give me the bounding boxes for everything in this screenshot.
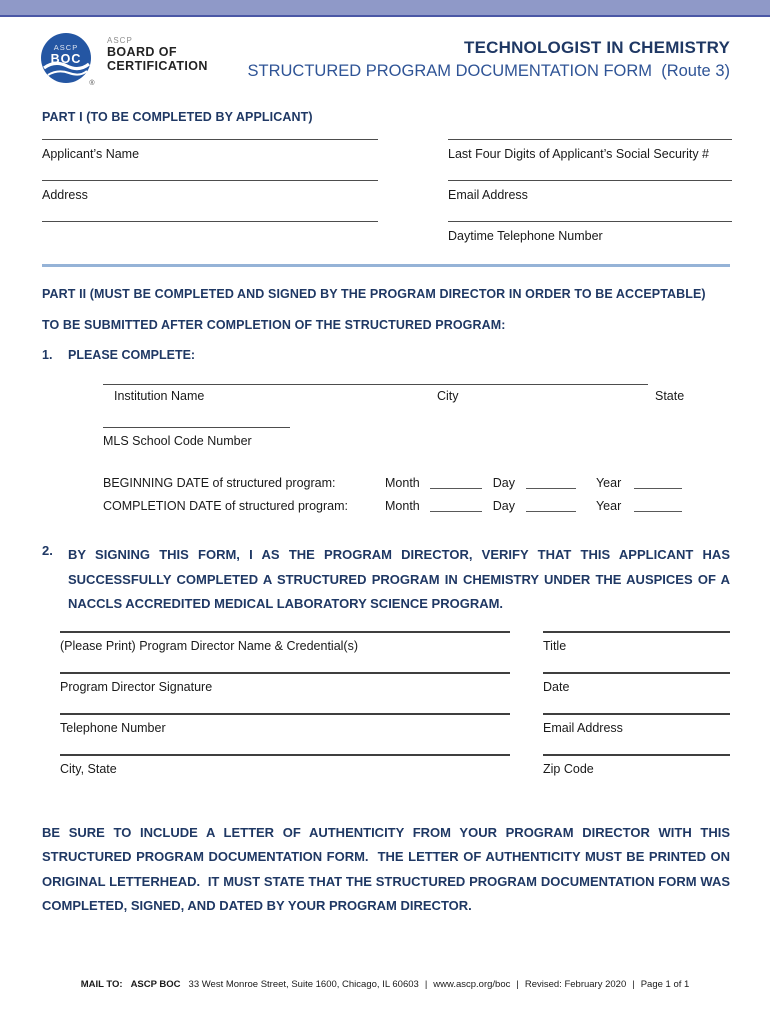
day-label: Day bbox=[492, 499, 515, 513]
daytime-phone-field[interactable] bbox=[448, 221, 732, 262]
section-divider bbox=[42, 264, 730, 267]
item-2-text: BY SIGNING THIS FORM, I AS THE PROGRAM DIRECTOR, VERIFY THAT THIS APPLICANT HAS SUCCESSFULLY COMPLETED A STRUCTURED PROGRAM IN CHEMISTRY UNDER THE AUSPICES OF A NACCLS ACCREDITED MEDICAL LABORATORY SCIENCE PROGRAM. bbox=[68, 547, 730, 611]
svg-text:®: ® bbox=[89, 80, 95, 87]
part2-heading: PART II (MUST BE COMPLETED AND SIGNED BY THE PROGRAM DIRECTOR IN ORDER TO BE ACCEPTABLE) bbox=[42, 287, 706, 301]
item-1 bbox=[42, 348, 730, 362]
footer-website: www.ascp.org/boc bbox=[433, 979, 511, 990]
footer-page-number: Page 1 of 1 bbox=[640, 979, 690, 990]
city-label: City bbox=[437, 389, 459, 403]
completion-date-row bbox=[103, 498, 730, 513]
date-field[interactable] bbox=[543, 672, 730, 713]
footer-separator: | bbox=[516, 979, 519, 990]
logo-wordmark bbox=[107, 36, 208, 73]
address-label: Address bbox=[42, 188, 88, 202]
ssn-last4-label: Last Four Digits of Applicant’s Social Security # bbox=[448, 147, 710, 161]
item-1-number: 1. bbox=[42, 348, 53, 362]
city-state-field[interactable] bbox=[60, 754, 510, 795]
title-field[interactable] bbox=[543, 631, 730, 672]
director-signature-field[interactable] bbox=[60, 672, 510, 713]
footer-separator: | bbox=[424, 979, 428, 990]
top-photo-banner bbox=[0, 0, 770, 17]
ssn-last4-field[interactable] bbox=[448, 139, 732, 180]
part1-fields bbox=[42, 139, 730, 262]
city-state-label: City, State bbox=[60, 761, 117, 776]
director-signature-label: Program Director Signature bbox=[60, 679, 213, 694]
footer-separator: | bbox=[632, 979, 635, 990]
daytime-phone-label: Daytime Telephone Number bbox=[448, 229, 603, 243]
state-label: State bbox=[655, 389, 685, 403]
telephone-field[interactable] bbox=[60, 713, 510, 754]
footer bbox=[0, 979, 770, 990]
address-field[interactable] bbox=[42, 180, 378, 221]
beginning-date-row bbox=[103, 475, 730, 490]
zip-code-field[interactable] bbox=[543, 754, 730, 795]
month-label: Month bbox=[385, 499, 420, 513]
part2-subheading: TO BE SUBMITTED AFTER COMPLETION OF THE STRUCTURED PROGRAM: bbox=[42, 318, 506, 332]
title-label: Title bbox=[543, 638, 567, 653]
address2-field[interactable] bbox=[42, 221, 378, 262]
footer-revised: Revised: February 2020 bbox=[524, 979, 627, 990]
footer-org: ASCP BOC bbox=[130, 979, 181, 990]
completion-month-blank[interactable] bbox=[430, 498, 482, 512]
ascp-boc-logo bbox=[40, 30, 208, 90]
beginning-date-label: BEGINNING DATE of structured program: bbox=[103, 476, 336, 490]
logo-board-of-text: BOARD OF bbox=[107, 45, 177, 59]
ascp-boc-logo-icon bbox=[40, 30, 98, 90]
institution-block bbox=[103, 384, 685, 403]
mail-to-label: MAIL TO: bbox=[80, 979, 123, 990]
telephone-label: Telephone Number bbox=[60, 720, 166, 735]
institution-labels bbox=[103, 385, 685, 403]
year-label: Year bbox=[595, 499, 622, 513]
beginning-day-blank[interactable] bbox=[526, 475, 576, 489]
completion-date-label: COMPLETION DATE of structured program: bbox=[103, 499, 348, 513]
completion-day-blank[interactable] bbox=[526, 498, 576, 512]
svg-text:ASCP: ASCP bbox=[53, 43, 79, 52]
completion-year-blank[interactable] bbox=[634, 498, 682, 512]
director-name-label: (Please Print) Program Director Name & Credential(s) bbox=[60, 638, 359, 653]
applicant-name-label: Applicant’s Name bbox=[42, 147, 140, 161]
date-label: Date bbox=[543, 679, 570, 694]
email-label: Email Address bbox=[448, 188, 528, 202]
header bbox=[0, 17, 770, 90]
authenticity-notice: BE SURE TO INCLUDE A LETTER OF AUTHENTICITY FROM YOUR PROGRAM DIRECTOR WITH THIS STRUCTURED PROGRAM DOCUMENTATION FORM. THE LETTER OF AUTHENTICITY MUST BE PRINTED ON ORIGINAL LETTERHEAD. IT MUST STATE THAT THE STRUCTURED PROGRAM DOCUMENTATION FORM WAS COMPLETED, SIGNED, AND DATED BY YOUR PROGRAM DIRECTOR. bbox=[42, 824, 730, 913]
month-label: Month bbox=[385, 476, 420, 490]
item-1-label: PLEASE COMPLETE: bbox=[68, 348, 196, 362]
part1-heading: PART I (TO BE COMPLETED BY APPLICANT) bbox=[42, 110, 313, 124]
applicant-name-field[interactable] bbox=[42, 139, 378, 180]
director-email-field[interactable] bbox=[543, 713, 730, 754]
footer-address: 33 West Monroe Street, Suite 1600, Chicago, IL 60603 bbox=[188, 979, 419, 990]
item-2-number: 2. bbox=[42, 543, 53, 558]
mls-school-code-field[interactable] bbox=[103, 427, 290, 448]
institution-name-label: Institution Name bbox=[114, 389, 205, 403]
form-subtitle: STRUCTURED PROGRAM DOCUMENTATION FORM (Route 3) bbox=[247, 62, 730, 80]
beginning-year-blank[interactable] bbox=[634, 475, 682, 489]
form-title: TECHNOLOGIST IN CHEMISTRY bbox=[464, 38, 730, 57]
day-label: Day bbox=[492, 476, 515, 490]
logo-ascp-text: ASCP bbox=[107, 36, 133, 45]
item-2 bbox=[42, 543, 730, 617]
director-fields bbox=[60, 631, 730, 795]
year-label: Year bbox=[595, 476, 622, 490]
director-name-field[interactable] bbox=[60, 631, 510, 672]
svg-text:BOC: BOC bbox=[50, 52, 82, 66]
director-email-label: Email Address bbox=[543, 720, 623, 735]
beginning-month-blank[interactable] bbox=[430, 475, 482, 489]
zip-code-label: Zip Code bbox=[543, 761, 594, 776]
form-titles bbox=[248, 37, 731, 83]
mls-school-code-label: MLS School Code Number bbox=[103, 434, 252, 448]
email-field[interactable] bbox=[448, 180, 732, 221]
logo-certification-text: CERTIFICATION bbox=[107, 59, 208, 73]
